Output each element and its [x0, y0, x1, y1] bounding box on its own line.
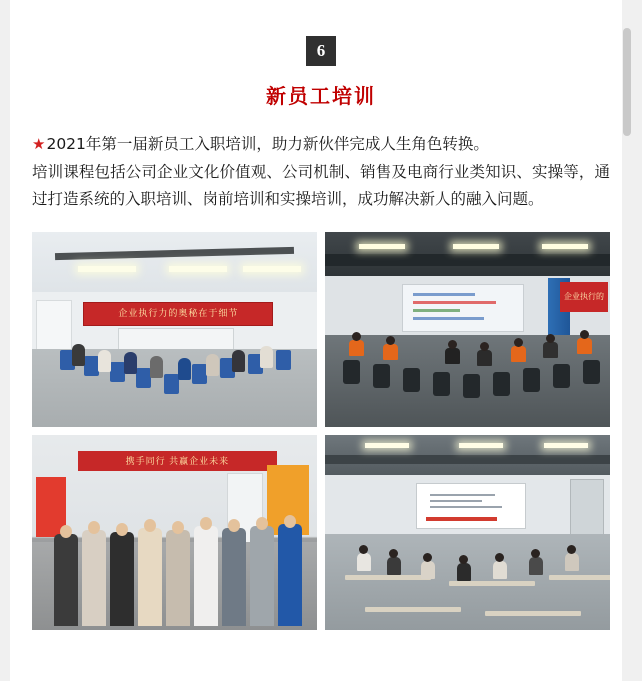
gallery-photo-seated-training-screen[interactable] [325, 435, 610, 630]
photo-person-head [228, 519, 240, 532]
photo-person [222, 528, 246, 626]
photo-person [250, 526, 274, 626]
photo-person-vest [543, 342, 558, 358]
section-number-badge: 6 [306, 36, 336, 66]
paragraph-body: 培训课程包括公司企业文化价值观、公司机制、销售及电商行业类知识、实操等，通过打造系统的入职培训、岗前培训和实操培训，成功解决新人的融入问题。 [32, 162, 610, 209]
photo-slide-bar [413, 301, 497, 304]
photo-light [78, 266, 136, 272]
star-icon: ★ [32, 135, 46, 153]
photo-projector-screen [416, 483, 526, 529]
photo-person-head [352, 332, 361, 341]
photo-desk [345, 575, 431, 580]
photo-person [387, 557, 401, 575]
photo-slide-bar [413, 317, 485, 320]
photo-person [124, 352, 137, 374]
photo-banner [78, 451, 278, 471]
photo-projector-screen [402, 284, 524, 332]
photo-person [232, 350, 245, 372]
scrollbar-track[interactable] [622, 0, 632, 681]
photo-chair [136, 368, 151, 388]
photo-slide-line [430, 506, 501, 508]
photo-person-head [144, 519, 156, 532]
photo-door [570, 479, 604, 537]
photo-desk [449, 581, 535, 586]
photo-person-head [514, 338, 523, 347]
photo-banner [560, 282, 608, 312]
photo-person-head [359, 545, 368, 554]
photo-beam [325, 455, 610, 464]
photo-person [457, 563, 471, 581]
photo-chair [276, 350, 291, 370]
photo-person [260, 346, 273, 368]
photo-person-head [172, 521, 184, 534]
photo-desk [485, 611, 581, 616]
photo-person [166, 530, 190, 626]
photo-seat [463, 374, 480, 398]
photo-person-vest [477, 350, 492, 366]
photo-person-head [546, 334, 555, 343]
photo-chair [84, 356, 99, 376]
photo-seat [343, 360, 360, 384]
photo-person-vest [577, 338, 592, 354]
photo-person-head [448, 340, 457, 349]
photo-person [150, 356, 163, 378]
photo-chair [164, 374, 179, 394]
photo-slide-line [430, 494, 495, 496]
paragraph-lead: 2021年第一届新员工入职培训，助力新伙伴完成人生角色转换。 [46, 135, 489, 153]
photo-gallery [32, 232, 610, 630]
photo-seat [373, 364, 390, 388]
photo-person [54, 534, 78, 626]
photo-person [529, 557, 543, 575]
photo-person-vest [445, 348, 460, 364]
photo-person [278, 524, 302, 626]
photo-seat [523, 368, 540, 392]
photo-banner-text: 企业执行的 [564, 291, 604, 301]
photo-person-head [480, 342, 489, 351]
photo-person-head [386, 336, 395, 345]
gallery-photo-lecture-orange-vests[interactable] [325, 232, 610, 427]
photo-light [169, 266, 227, 272]
photo-chair [192, 364, 207, 384]
photo-desk [365, 607, 461, 612]
photo-person [421, 561, 435, 579]
photo-seat [433, 372, 450, 396]
photo-seat [493, 372, 510, 396]
photo-light [359, 244, 405, 249]
photo-seat [403, 368, 420, 392]
gallery-photo-classroom-blue-chairs[interactable] [32, 232, 317, 427]
photo-person-head [60, 525, 72, 538]
photo-person [194, 526, 218, 626]
photo-banner-text: 企业执行力的奥秘在于细节 [118, 307, 239, 318]
photo-seat [583, 360, 600, 384]
photo-seat [553, 364, 570, 388]
photo-person [138, 528, 162, 626]
photo-person-head [580, 330, 589, 339]
photo-slide-bar [413, 309, 461, 312]
photo-light [243, 266, 301, 272]
photo-person-head [423, 553, 432, 562]
photo-light [365, 443, 409, 448]
photo-light [542, 244, 588, 249]
photo-person-head [567, 545, 576, 554]
photo-light [544, 443, 588, 448]
photo-person [98, 350, 111, 372]
photo-slide-line [430, 500, 482, 502]
photo-person-head [531, 549, 540, 558]
photo-person-head [200, 517, 212, 530]
photo-slide-accent [426, 517, 497, 521]
page-title: 新员工培训 [266, 84, 376, 108]
photo-person-head [459, 555, 468, 564]
photo-person-head [256, 517, 268, 530]
photo-person [110, 532, 134, 626]
photo-person-head [88, 521, 100, 534]
photo-light [459, 443, 503, 448]
photo-person [493, 561, 507, 579]
photo-person [178, 358, 191, 380]
photo-person-head [116, 523, 128, 536]
photo-banner [83, 302, 273, 326]
photo-chair [110, 362, 125, 382]
photo-person-head [284, 515, 296, 528]
photo-beam [325, 254, 610, 266]
photo-banner-text: 携手同行 共赢企业未来 [125, 455, 230, 466]
section-badge-wrap [10, 36, 632, 66]
photo-person-head [389, 549, 398, 558]
body-paragraph [32, 131, 610, 214]
photo-desk [549, 575, 610, 580]
photo-side-panel [36, 300, 72, 350]
photo-person [72, 344, 85, 366]
photo-light [453, 244, 499, 249]
photo-person-vest [349, 340, 364, 356]
photo-person-vest [383, 344, 398, 360]
document-content [10, 0, 632, 681]
photo-person-head [495, 553, 504, 562]
photo-person [357, 553, 371, 571]
gallery-photo-group-standing[interactable] [32, 435, 317, 630]
photo-slide-bar [413, 293, 475, 296]
photo-ceiling [32, 232, 317, 292]
scrollbar-thumb[interactable] [623, 28, 631, 136]
photo-person [82, 530, 106, 626]
photo-person [565, 553, 579, 571]
photo-person-vest [511, 346, 526, 362]
photo-person [206, 354, 219, 376]
